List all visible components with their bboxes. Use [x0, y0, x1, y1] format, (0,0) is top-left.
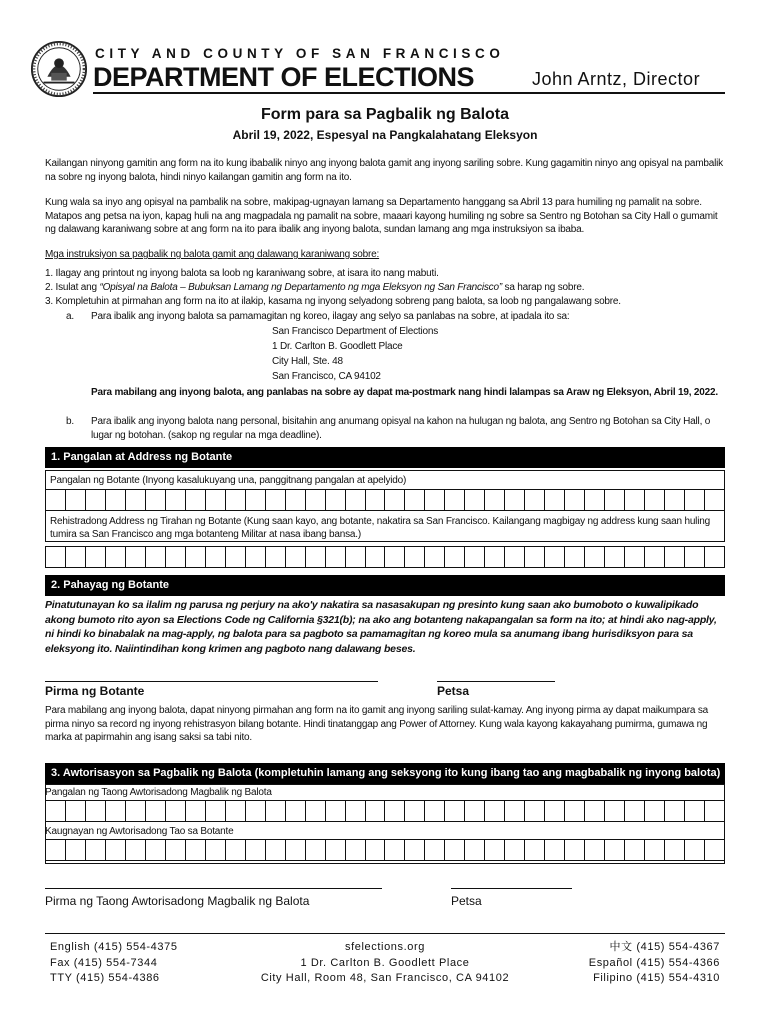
character-box[interactable] [265, 839, 285, 861]
character-box[interactable] [704, 800, 725, 822]
character-box[interactable] [205, 489, 225, 511]
character-box[interactable] [245, 800, 265, 822]
department-name: DEPARTMENT OF ELECTIONS [93, 62, 475, 92]
footer-address-center [240, 940, 530, 987]
mailing-address-line: 1 Dr. Carlton B. Goodlett Place [272, 341, 403, 352]
character-box[interactable] [345, 546, 365, 568]
character-box[interactable] [65, 839, 85, 861]
instruction-step-1: 1. Ilagay ang printout ng inyong balota sa loob ng karaniwang sobre, at isara ito nang mabuti. [45, 268, 439, 279]
character-box[interactable] [544, 489, 564, 511]
relationship-grid[interactable] [45, 839, 725, 861]
form-subtitle: Abril 19, 2022, Espesyal na Pangkalahatang Eleksyon [232, 128, 538, 142]
character-box[interactable] [265, 489, 285, 511]
character-box[interactable] [185, 489, 205, 511]
character-box[interactable] [484, 489, 504, 511]
instruction-step-2: 2. Isulat ang “Opisyal na Balota – Bubuksan Lamang ng Departamento ng mga Eleksyon ng San Francisco” sa harap ng sobre. [45, 282, 585, 293]
character-box[interactable] [345, 800, 365, 822]
voter-address-grid[interactable] [45, 546, 725, 568]
character-box[interactable] [365, 800, 385, 822]
phone-filipino: Filipino (415) 554-4310 [593, 972, 720, 984]
character-box[interactable] [524, 839, 544, 861]
character-box[interactable] [684, 839, 704, 861]
voter-date-line[interactable] [437, 681, 555, 682]
section-1-header: 1. Pangalan at Address ng Botante [45, 447, 725, 468]
character-box[interactable] [624, 839, 644, 861]
character-box[interactable] [345, 839, 365, 861]
footer-divider [45, 933, 725, 934]
intro-paragraph-2: Kung wala sa inyo ang opisyal na pambalik na sobre, makipag-ugnayan lamang sa Departamento hanggang sa Abril 13 para humiling ng pamalit na sobre. Matapos ang petsa na iyon, kapag huli na ang magpadala ng pamalit na sobre, maaari kayong humiling ng sobre sa Sentro ng Botohan sa City Hall o gumamit ng dalawang karaniwang sobre at ang form na ito para ibalik ang inyong balota, sundan lamang ang mga instruksiyon sa ibaba. [45, 197, 718, 235]
option-a-text: Para ibalik ang inyong balota sa pamamagitan ng koreo, ilagay ang selyo sa panlabas na sobre, at ipadala ito sa: [91, 311, 570, 322]
character-box[interactable] [305, 546, 325, 568]
character-box[interactable] [664, 546, 684, 568]
character-box[interactable] [404, 800, 424, 822]
character-box[interactable] [504, 839, 524, 861]
instruction-step-3: 3. Kompletuhin at pirmahan ang form na ito at ilakip, kasama ng inyong selyadong sobreng pang balota, sa loob ng pangalawang sobre. [45, 296, 621, 307]
character-box[interactable] [85, 839, 105, 861]
phone-fax: Fax (415) 554-7344 [50, 956, 158, 969]
character-box[interactable] [45, 839, 65, 861]
character-box[interactable] [524, 800, 544, 822]
character-box[interactable] [684, 489, 704, 511]
character-box[interactable] [285, 489, 305, 511]
character-box[interactable] [464, 489, 484, 511]
character-box[interactable] [704, 489, 725, 511]
character-box[interactable] [245, 546, 265, 568]
authorized-name-grid[interactable] [45, 800, 725, 822]
city-seal-icon [30, 40, 88, 98]
character-box[interactable] [125, 839, 145, 861]
character-box[interactable] [145, 489, 165, 511]
character-box[interactable] [564, 546, 584, 568]
character-box[interactable] [584, 800, 604, 822]
character-box[interactable] [65, 546, 85, 568]
character-box[interactable] [105, 546, 125, 568]
character-box[interactable] [484, 546, 504, 568]
character-box[interactable] [544, 839, 564, 861]
footer-phone-left [50, 940, 178, 987]
character-box[interactable] [105, 839, 125, 861]
character-box[interactable] [325, 800, 345, 822]
character-box[interactable] [45, 800, 65, 822]
director-name: John Arntz, Director [532, 69, 701, 89]
character-box[interactable] [444, 839, 464, 861]
character-box[interactable] [484, 800, 504, 822]
character-box[interactable] [325, 546, 345, 568]
option-a-label: a. [66, 311, 74, 322]
footer-phone-right [540, 940, 720, 987]
character-box[interactable] [165, 800, 185, 822]
character-box[interactable] [85, 546, 105, 568]
character-box[interactable] [604, 800, 624, 822]
character-box[interactable] [504, 800, 524, 822]
mailing-address-line: City Hall, Ste. 48 [272, 356, 343, 367]
character-box[interactable] [624, 800, 644, 822]
header-divider [93, 92, 725, 94]
character-box[interactable] [684, 800, 704, 822]
character-box[interactable] [564, 800, 584, 822]
voter-date-label: Petsa [437, 684, 470, 698]
character-box[interactable] [365, 489, 385, 511]
character-box[interactable] [384, 800, 404, 822]
character-box[interactable] [225, 489, 245, 511]
postmark-deadline-note: Para mabilang ang inyong balota, ang panlabas na sobre ay dapat ma-postmark nang hindi lalampas sa Araw ng Eleksyon, Abril 19, 2022. [91, 387, 718, 398]
character-box[interactable] [404, 546, 424, 568]
character-box[interactable] [424, 839, 444, 861]
character-box[interactable] [145, 800, 165, 822]
character-box[interactable] [205, 839, 225, 861]
character-box[interactable] [45, 489, 65, 511]
character-box[interactable] [604, 546, 624, 568]
character-box[interactable] [704, 546, 725, 568]
phone-tty: TTY (415) 554-4386 [50, 972, 160, 984]
phone-english: English (415) 554-4375 [50, 941, 178, 953]
character-box[interactable] [644, 800, 664, 822]
character-box[interactable] [684, 546, 704, 568]
character-box[interactable] [484, 839, 504, 861]
character-box[interactable] [384, 839, 404, 861]
character-box[interactable] [85, 800, 105, 822]
character-box[interactable] [105, 800, 125, 822]
character-box[interactable] [185, 839, 205, 861]
character-box[interactable] [105, 489, 125, 511]
character-box[interactable] [644, 839, 664, 861]
character-box[interactable] [424, 489, 444, 511]
character-box[interactable] [464, 546, 484, 568]
mailing-address-line: San Francisco Department of Elections [272, 326, 439, 337]
character-box[interactable] [524, 489, 544, 511]
character-box[interactable] [205, 546, 225, 568]
character-box[interactable] [404, 489, 424, 511]
character-box[interactable] [265, 546, 285, 568]
character-box[interactable] [604, 489, 624, 511]
character-box[interactable] [464, 839, 484, 861]
character-box[interactable] [125, 800, 145, 822]
character-box[interactable] [444, 546, 464, 568]
character-box[interactable] [564, 839, 584, 861]
character-box[interactable] [544, 800, 564, 822]
character-box[interactable] [225, 546, 245, 568]
character-box[interactable] [245, 489, 265, 511]
character-box[interactable] [285, 546, 305, 568]
voter-name-label: Pangalan ng Botante (Inyong kasalukuyang una, panggitnang pangalan at apelyido) [50, 475, 407, 486]
character-box[interactable] [305, 489, 325, 511]
relationship-label: Kaugnayan ng Awtorisadong Tao sa Botante [45, 826, 234, 837]
character-box[interactable] [305, 800, 325, 822]
character-box[interactable] [504, 489, 524, 511]
character-box[interactable] [285, 800, 305, 822]
signature-note: Para mabilang ang inyong balota, dapat ninyong pirmahan ang form na ito gamit ang inyong sariling sulat-kamay. Ang inyong pirma ay dapat maikumpara sa pirma ninyo sa record ng inyong rehistrasyon bilang botante. Hindi tinatanggap ang Power of Attorney. Kung wala kayong kakayahang pumirma, gumawa ng marka at papirmahin ang isang saksi sa tabi nito. [45, 705, 709, 743]
footer-room: City Hall, Room 48, San Francisco, CA 94102 [260, 972, 510, 984]
character-box[interactable] [125, 489, 145, 511]
voter-signature-line[interactable] [45, 681, 378, 682]
authorized-date-label: Petsa [451, 894, 482, 908]
character-box[interactable] [165, 489, 185, 511]
character-box[interactable] [384, 546, 404, 568]
character-box[interactable] [704, 839, 725, 861]
character-box[interactable] [584, 839, 604, 861]
character-box[interactable] [384, 489, 404, 511]
voter-signature-label: Pirma ng Botante [45, 684, 145, 698]
character-box[interactable] [464, 800, 484, 822]
character-box[interactable] [444, 800, 464, 822]
character-box[interactable] [185, 800, 205, 822]
section-2-header: 2. Pahayag ng Botante [45, 575, 725, 596]
character-box[interactable] [185, 546, 205, 568]
character-box[interactable] [205, 800, 225, 822]
character-box[interactable] [325, 839, 345, 861]
form-title: Form para sa Pagbalik ng Balota [260, 106, 510, 123]
character-box[interactable] [345, 489, 365, 511]
character-box[interactable] [285, 839, 305, 861]
section-3-header: 3. Awtorisasyon sa Pagbalik ng Balota (kompletuhin lamang ang seksyong ito kung ibang tao ang magbabalik ng inyong balota) [45, 763, 725, 784]
footer-street: 1 Dr. Carlton B. Goodlett Place [300, 956, 470, 969]
authorized-name-label: Pangalan ng Taong Awtorisadong Magbalik ng Balota [45, 787, 272, 798]
voter-oath-statement: Pinatutunayan ko sa ilalim ng parusa ng perjury na ako'y nakatira sa nasasakupan ng presinto kung saan ako bumoboto o kuwalipikado akong bumoto rito ayon sa Elections Code ng California §321(b); na ako ang botanteng nakapangalan sa form na ito; at hindi ako nag-apply, ni hindi ko binabalak na mag-apply, ng balota para sa pagboto sa pamamagitan ng koreo mula sa anumang ibang hurisdiksyon para sa eleksyong ito. Naiintindihan kong krimen ang pagboto nang dalawang beses. [45, 599, 717, 655]
character-box[interactable] [624, 546, 644, 568]
option-b-label: b. [66, 416, 74, 427]
character-box[interactable] [544, 546, 564, 568]
character-box[interactable] [165, 546, 185, 568]
character-box[interactable] [85, 489, 105, 511]
character-box[interactable] [145, 839, 165, 861]
character-box[interactable] [564, 489, 584, 511]
character-box[interactable] [604, 839, 624, 861]
authorized-signature-label: Pirma ng Taong Awtorisadong Magbalik ng Balota [45, 894, 310, 908]
website-link[interactable]: sfelections.org [345, 941, 425, 953]
character-box[interactable] [365, 839, 385, 861]
character-box[interactable] [325, 489, 345, 511]
character-box[interactable] [65, 489, 85, 511]
intro-paragraph-1: Kailangan ninyong gamitin ang form na ito kung ibabalik ninyo ang inyong balota gamit ang inyong sariling sobre. Kung gagamitin ninyo ang opisyal na pambalik na sobre ng inyong balota, hindi ninyo kailangan gamitin ang form na ito. [45, 158, 723, 183]
character-box[interactable] [225, 800, 245, 822]
phone-chinese: 中文 (415) 554-4367 [609, 941, 720, 953]
character-box[interactable] [265, 800, 285, 822]
character-box[interactable] [404, 839, 424, 861]
character-box[interactable] [524, 546, 544, 568]
character-box[interactable] [664, 800, 684, 822]
character-box[interactable] [225, 839, 245, 861]
option-b-text: Para ibalik ang inyong balota nang personal, bisitahin ang anumang opisyal na kahon na hulugan ng balota, ang Sentro ng Botohan sa City Hall, o lugar ng botohan. (sakop ng regular na mga deadline). [91, 416, 711, 441]
character-box[interactable] [245, 839, 265, 861]
voter-name-grid[interactable] [45, 489, 725, 511]
character-box[interactable] [444, 489, 464, 511]
character-box[interactable] [125, 546, 145, 568]
mailing-address-line: San Francisco, CA 94102 [272, 371, 381, 382]
character-box[interactable] [644, 489, 664, 511]
character-box[interactable] [305, 839, 325, 861]
character-box[interactable] [664, 839, 684, 861]
city-county-heading: CITY AND COUNTY OF SAN FRANCISCO [95, 46, 505, 61]
character-box[interactable] [644, 546, 664, 568]
authorized-date-line[interactable] [451, 888, 572, 889]
instructions-heading: Mga instruksiyon sa pagbalik ng balota gamit ang dalawang karaniwang sobre: [45, 249, 380, 260]
character-box[interactable] [664, 489, 684, 511]
character-box[interactable] [145, 546, 165, 568]
voter-address-label: Rehistradong Address ng Tirahan ng Botante (Kung saan kayo, ang botante, nakatira sa San Francisco. Kailangang magbigay ng address kung saan huling tumira sa San Francisco ang mga botanteng Militar at nasa ibang bansa.) [50, 516, 710, 540]
envelope-label-text: “Opisyal na Balota – Bubuksan Lamang ng Departamento ng mga Eleksyon ng San Francisco” [99, 282, 502, 293]
character-box[interactable] [584, 546, 604, 568]
authorized-signature-line[interactable] [45, 888, 382, 889]
character-box[interactable] [65, 800, 85, 822]
character-box[interactable] [365, 546, 385, 568]
character-box[interactable] [165, 839, 185, 861]
character-box[interactable] [584, 489, 604, 511]
character-box[interactable] [424, 800, 444, 822]
character-box[interactable] [45, 546, 65, 568]
character-box[interactable] [504, 546, 524, 568]
character-box[interactable] [624, 489, 644, 511]
phone-spanish: Español (415) 554-4366 [588, 956, 720, 969]
character-box[interactable] [424, 546, 444, 568]
